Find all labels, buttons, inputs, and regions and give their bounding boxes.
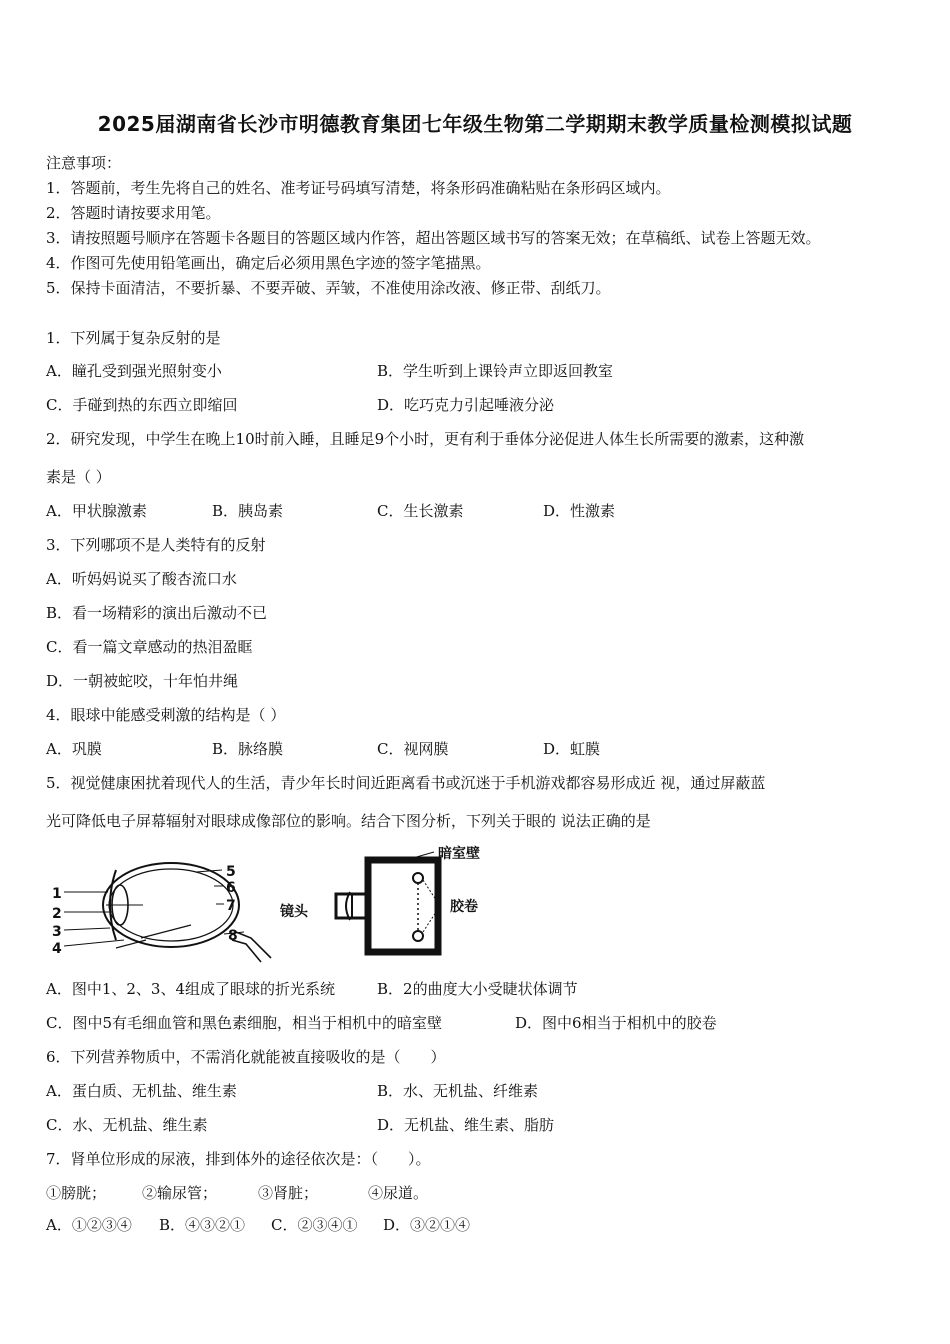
- eye-label-5: 5: [226, 864, 236, 880]
- question-3-option-c: C．看一篇文章感动的热泪盈眶: [46, 638, 253, 656]
- question-2-option-a: A．甲状腺激素: [46, 502, 147, 520]
- camera-labels: [280, 845, 480, 920]
- question-7-option-d: D．③②①④: [383, 1216, 471, 1234]
- question-7-item-3: ③肾脏；: [258, 1184, 319, 1202]
- pointer-line: [64, 940, 124, 946]
- film-roll-top: [413, 873, 423, 883]
- question-7-item-2: ②输尿管；: [142, 1184, 218, 1202]
- question-6-option-b: B．水、无机盐、纤维素: [377, 1082, 539, 1100]
- eye-camera-figure: [46, 840, 506, 965]
- question-1-option-c: C．手碰到热的东西立即缩回: [46, 396, 238, 414]
- camera-lens: [346, 892, 350, 920]
- question-3-option-b: B．看一场精彩的演出后激动不已: [46, 604, 268, 622]
- question-2-option-b: B．胰岛素: [212, 502, 284, 520]
- question-4-option-a: A．巩膜: [46, 740, 102, 758]
- question-5-stem-cont: 光可降低电子屏幕辐射对眼球成像部位的影响。结合下图分析，下列关于眼的 说法正确的是: [46, 812, 651, 830]
- question-2-stem: 2．研究发现，中学生在晚上10时前入睡，且睡足9个小时，更有利于垂体分泌促进人体生长所需要的激素，这种激: [46, 430, 805, 448]
- question-1-option-a: A．瞳孔受到强光照射变小: [46, 362, 222, 380]
- question-3-stem: 3．下列哪项不是人类特有的反射: [46, 536, 266, 554]
- question-7-option-c: C．②③④①: [271, 1216, 358, 1234]
- eye-label-4: 4: [52, 941, 62, 957]
- question-6-stem: 6．下列营养物质中，不需消化就能被直接吸收的是（ ）: [46, 1048, 446, 1066]
- notice-item: 5．保持卡面清洁，不要折暴、不要弄破、弄皱，不准使用涂改液、修正带、刮纸刀。: [46, 279, 611, 297]
- page-title: 2025届湖南省长沙市明德教育集团七年级生物第二学期期末教学质量检测模拟试题: [97, 112, 853, 136]
- notice-item: 1．答题前，考生先将自己的姓名、准考证号码填写清楚，将条形码准确粘贴在条形码区域内。: [46, 179, 671, 197]
- question-1-option-d: D．吃巧克力引起唾液分泌: [377, 396, 555, 414]
- question-3-option-a: A．听妈妈说买了酸杏流口水: [46, 570, 237, 588]
- camera-darkroom-wall: [368, 860, 438, 952]
- eye-label-2: 2: [52, 906, 62, 922]
- eye-label-7: 7: [226, 898, 236, 914]
- question-4-option-c: C．视网膜: [377, 740, 449, 758]
- pointer-line: [141, 925, 191, 938]
- pointer-line: [64, 928, 110, 930]
- question-5-stem: 5．视觉健康困扰着现代人的生活，青少年长时间近距离看书或沉迷于手机游戏都容易形成近 视，通过屏蔽蓝: [46, 774, 766, 792]
- notice-heading: 注意事项：: [46, 154, 122, 172]
- question-2-option-c: C．生长激素: [377, 502, 464, 520]
- question-7-stem: 7．肾单位形成的尿液，排到体外的途径依次是：（ ）。: [46, 1150, 431, 1168]
- question-1-stem: 1．下列属于复杂反射的是: [46, 329, 221, 347]
- question-4-option-d: D．虹膜: [543, 740, 601, 758]
- camera-label-darkroom: 暗室壁: [438, 846, 480, 862]
- question-2-option-d: D．性激素: [543, 502, 616, 520]
- question-5-option-d: D．图中6相当于相机中的胶卷: [515, 1014, 717, 1032]
- question-3-option-d: D．一朝被蛇咬，十年怕井绳: [46, 672, 239, 690]
- question-6-option-a: A．蛋白质、无机盐、维生素: [46, 1082, 237, 1100]
- eye-camera-diagram: [46, 840, 506, 965]
- camera-label-film: 胶卷: [450, 899, 478, 915]
- eye-diagram: [64, 863, 271, 962]
- question-5-option-c: C．图中5有毛细血管和黑色素细胞，相当于相机中的暗室壁: [46, 1014, 443, 1032]
- question-5-option-a: A．图中1、2、3、4组成了眼球的折光系统: [46, 980, 336, 998]
- camera-label-lens: 镜头: [280, 904, 308, 920]
- question-7-item-4: ④尿道。: [368, 1184, 429, 1202]
- notice-item: 3．请按照题号顺序在答题卡各题目的答题区域内作答，超出答题区域书写的答案无效；在草稿纸、试卷上答题无效。: [46, 229, 821, 247]
- question-1-option-b: B．学生听到上课铃声立即返回教室: [377, 362, 614, 380]
- question-4-option-b: B．脉络膜: [212, 740, 284, 758]
- eye-label-1: 1: [52, 886, 62, 902]
- notice-item: 2．答题时请按要求用笔。: [46, 204, 221, 222]
- film-roll-bottom: [413, 931, 423, 941]
- eye-label-6: 6: [226, 880, 236, 896]
- eye-label-3: 3: [52, 924, 62, 940]
- eye-label-8: 8: [228, 928, 238, 944]
- notice-item: 4．作图可先使用铅笔画出，确定后必须用黑色字迹的签字笔描黑。: [46, 254, 491, 272]
- question-7-option-a: A．①②③④: [46, 1216, 132, 1234]
- question-4-stem: 4．眼球中能感受刺激的结构是（ ）: [46, 706, 286, 724]
- question-6-option-c: C．水、无机盐、维生素: [46, 1116, 208, 1134]
- question-7-option-b: B．④③②①: [159, 1216, 246, 1234]
- question-2-stem-cont: 素是（ ）: [46, 468, 111, 486]
- question-6-option-d: D．无机盐、维生素、脂肪: [377, 1116, 555, 1134]
- question-5-option-b: B．2的曲度大小受睫状体调节: [377, 980, 578, 998]
- camera-diagram: [336, 852, 440, 952]
- question-7-item-1: ①膀胱；: [46, 1184, 107, 1202]
